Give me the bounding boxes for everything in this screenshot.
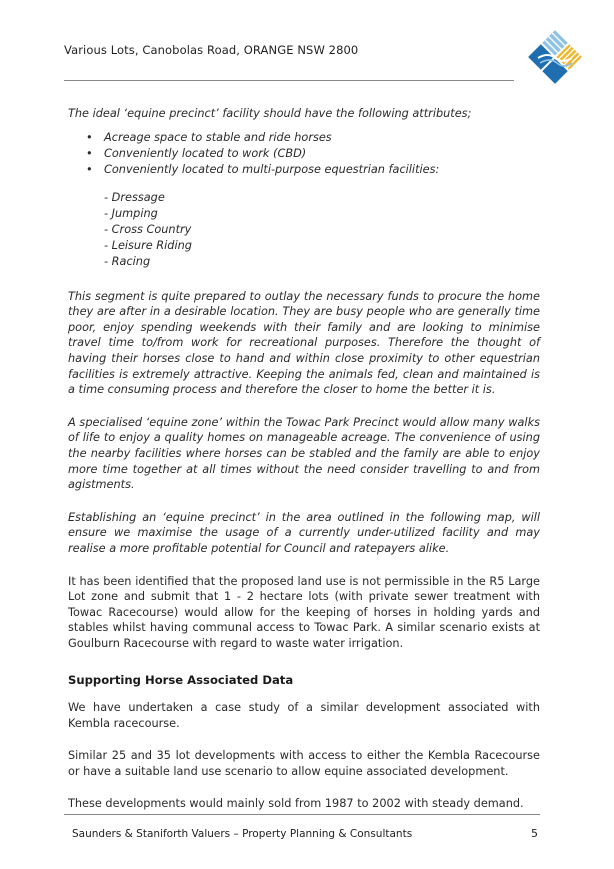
list-item: • Conveniently located to multi-purpose equestrian facilities: [86, 162, 440, 176]
paragraph-equine-precinct: Establishing an ‘equine precinct’ in the area outlined in the following map, will ensure we maximise the usage of a currently under-utilized facility and may realise a more profitable potential for Council and ratepayers alike. [68, 510, 540, 555]
paragraph-sales: These developments would mainly sold from 1987 to 2002 with steady demand. [68, 797, 524, 811]
paragraph-equine-zone: A specialised ‘equine zone’ within the Towac Park Precinct would allow many walks of life to enjoy a quality homes on manageable acreage. The convenience of using the nearby facilities where horses can be stabled and the family are able to enjoy more time together at all times without the need consider travelling to and from agistments. [68, 415, 540, 492]
list-item: - Dressage [104, 190, 165, 204]
paragraph-land-use: It has been identified that the proposed land use is not permissible in the R5 Large Lot zone and submit that 1 - 2 hectare lots (with private sewer treatment with Towac Racecourse) would allow for the keeping of horses in holding yards and stables whilst having communal access to Towac Park. A similar scenario exists at Goulburn Racecourse with regard to waste water irrigation. [68, 574, 540, 650]
body-content [68, 106, 540, 812]
intro-text: The ideal ‘equine precinct’ facility should have the following attributes; [68, 107, 472, 120]
header-divider [64, 80, 514, 81]
list-item: - Cross Country [104, 222, 192, 236]
list-item: • Acreage space to stable and ride horses [86, 130, 332, 144]
list-item: - Racing [104, 254, 151, 268]
section-heading: Supporting Horse Associated Data [68, 673, 294, 688]
list-item: - Jumping [104, 206, 158, 220]
paragraph-case-study: We have undertaken a case study of a similar development associated with Kembla racecourse. [68, 701, 540, 730]
list-item: • Conveniently located to work (CBD) [86, 146, 307, 160]
paragraph-segment: This segment is quite prepared to outlay the necessary funds to procure the home they are after in a desirable location. They are busy people who are generally time poor, enjoy spending weekends with their family and are looking to minimise travel time to/from work for recreational purposes. Therefore the thought of having their horses close to hand and within close proximity to other equestrian facilities is extremely attractive. Keeping the animals fed, clean and maintained is a time consuming process and therefore the closer to home the better it is. [68, 289, 540, 397]
paragraph-similar-developments: Similar 25 and 35 lot developments with access to either the Kembla Racecourse or have a suitable land use scenario to allow equine associated development. [68, 749, 540, 778]
list-item: - Leisure Riding [104, 238, 192, 252]
footer-company: Saunders & Staniforth Valuers – Property Planning & Consultants [72, 828, 413, 840]
attributes-list [68, 130, 540, 178]
facilities-sublist [68, 190, 540, 270]
footer-divider [64, 814, 540, 815]
header-address: Various Lots, Canobolas Road, ORANGE NSW 2800 [64, 43, 359, 57]
page-number: 5 [531, 827, 538, 840]
diamond-logo-icon [526, 28, 584, 86]
